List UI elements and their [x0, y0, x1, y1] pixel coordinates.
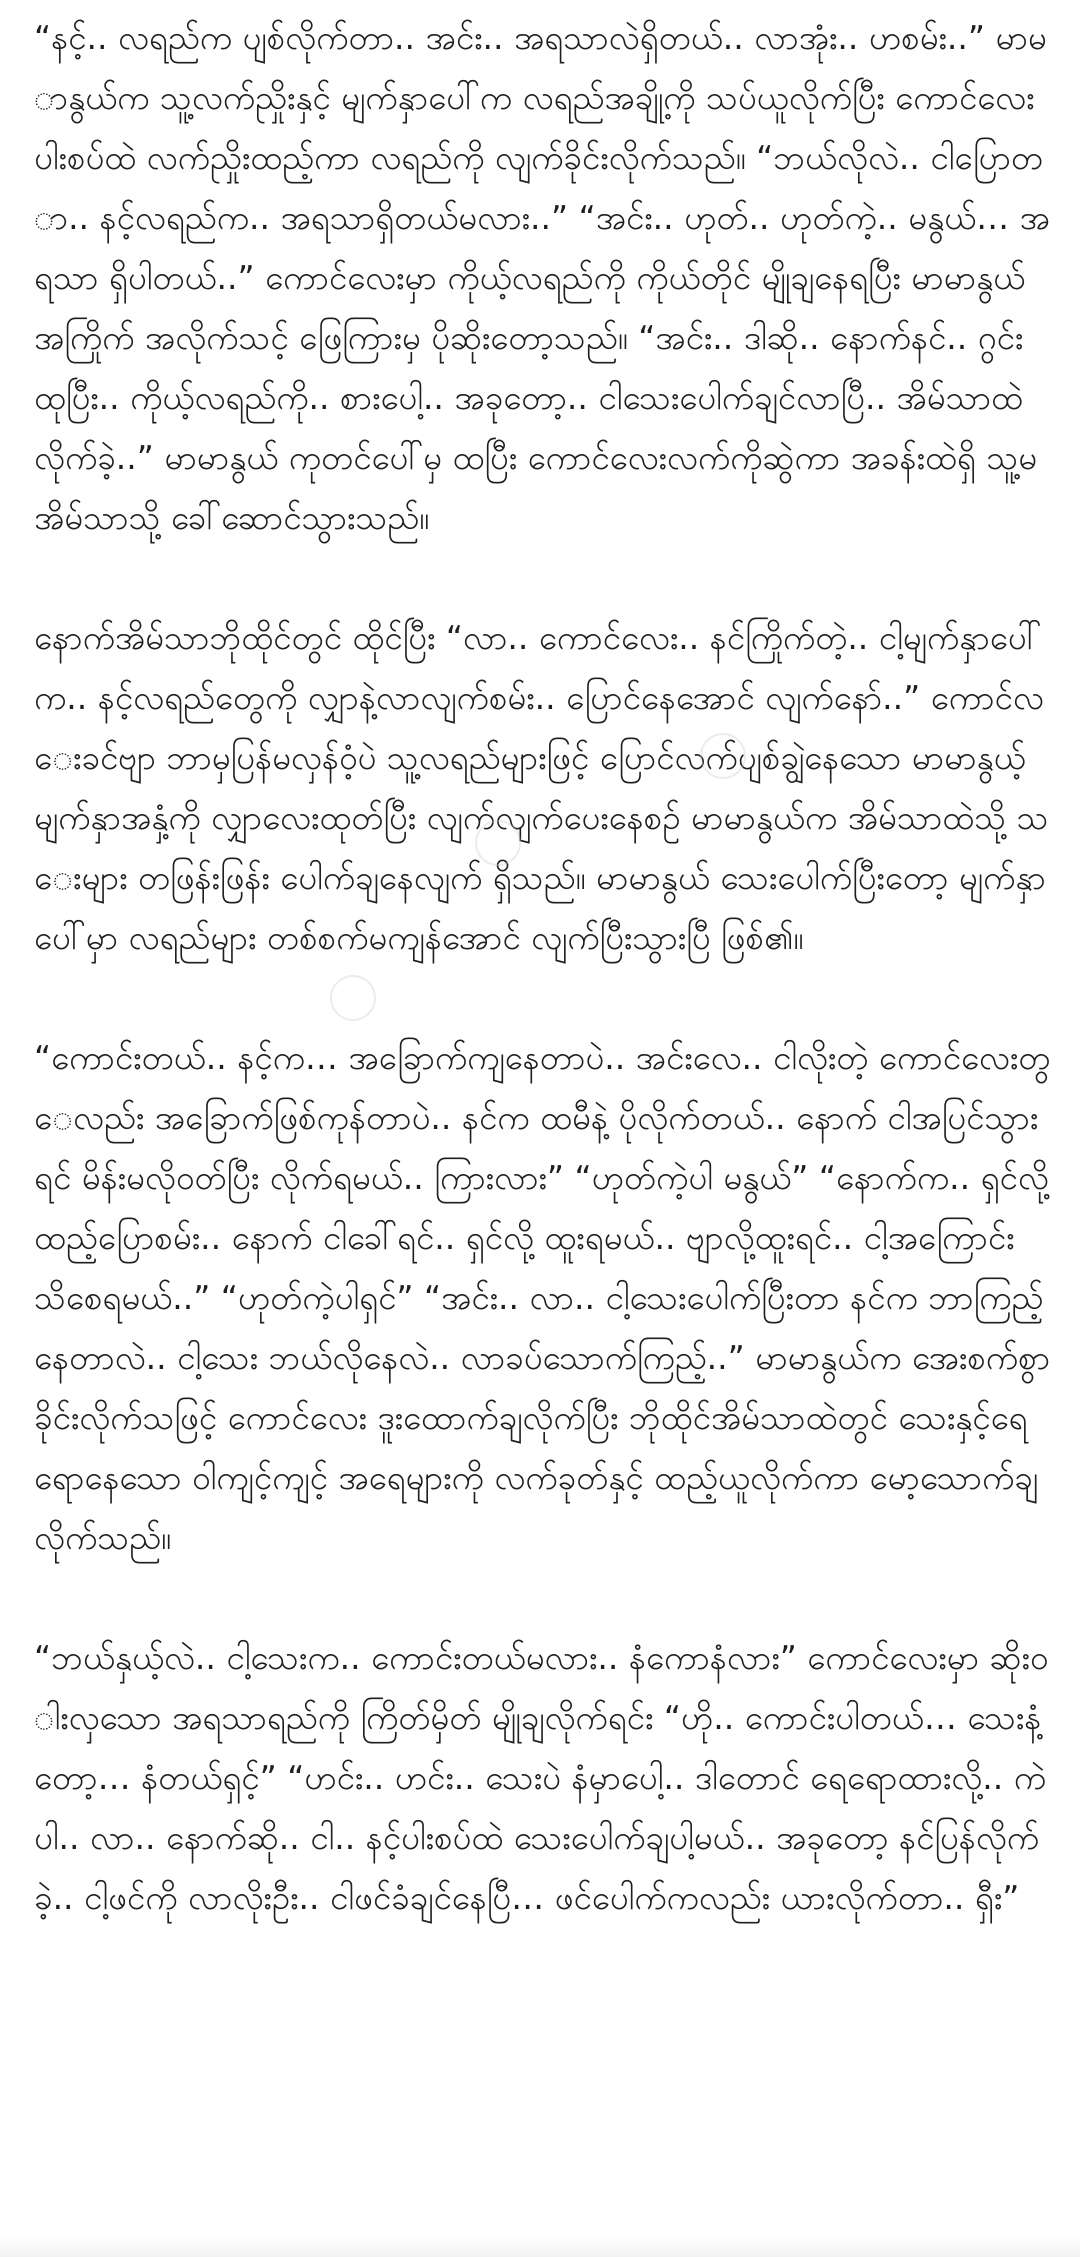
touch-ripple-icon: [330, 975, 376, 1021]
article-body: [34, 0, 1052, 1928]
touch-ripple-icon: [475, 820, 521, 866]
paragraph-1: “နင့်.. လရည်က ပျစ်လိုက်တာ.. အင်း.. အရသာလဲရှိတယ်.. လာအုံး.. ဟစမ်း..” မာမာနွယ်က သူ့လက်ညှိုးနှင့် မျက်နှာပေါ်က လရည်အချို့ကို သပ်ယူလိုက်ပြီး ကောင်လေးပါးစပ်ထဲ လက်ညှိုးထည့်ကာ လရည်ကို လျက်ခိုင်းလိုက်သည်။ “ဘယ်လိုလဲ.. ငါပြောတာ.. နင့်လရည်က.. အရသာရှိတယ်မလား..” “အင်း.. ဟုတ်.. ဟုတ်ကဲ့.. မနွယ်… အရသာ ရှိပါတယ်..” ကောင်လေးမှာ ကိုယ့်လရည်ကို ကိုယ်တိုင် မျိုချနေရပြီး မာမာနွယ်အကြိုက် အလိုက်သင့် ဖြေကြားမှ ပိုဆိုးတော့သည်။ “အင်း.. ဒါဆို.. နောက်နင်.. ဂွင်းထုပြီး.. ကိုယ့်လရည်ကို.. စားပေါ့.. အခုတော့.. ငါသေးပေါက်ချင်လာပြီ.. အိမ်သာထဲလိုက်ခဲ့..” မာမာနွယ် ကုတင်ပေါ်မှ ထပြီး ကောင်လေးလက်ကိုဆွဲကာ အခန်းထဲရှိ သူ့မအိမ်သာသို့ ခေါ်ဆောင်သွားသည်။: [34, 18, 1050, 537]
paragraph-2: နောက်အိမ်သာဘိုထိုင်တွင် ထိုင်ပြီး “လာ.. ကောင်လေး.. နင်ကြိုက်တဲ့.. ငါ့မျက်နှာပေါ်က.. နင့်လရည်တွေကို လျှာနဲ့လာလျက်စမ်း.. ပြောင်နေအောင် လျက်နော်..” ကောင်လေးခင်ဗျာ ဘာမှပြန်မလှန်ဝံ့ပဲ သူ့လရည်များဖြင့် ပြောင်လက်ပျစ်ချွဲနေသော မာမာနွယ့် မျက်နှာအနှံ့ကို လျှာလေးထုတ်ပြီး လျက်လျက်ပေးနေစဉ် မာမာနွယ်က အိမ်သာထဲသို့ သေးများ တဖြန်းဖြန်း ပေါက်ချနေလျက် ရှိသည်။ မာမာနွယ် သေးပေါက်ပြီးတော့ မျက်နှာပေါ်မှာ လရည်များ တစ်စက်မကျန်အောင် လျက်ပြီးသွားပြီ ဖြစ်၏။: [34, 618, 1049, 957]
paragraph-4: “ဘယ်နှယ့်လဲ.. ငါ့သေးက.. ကောင်းတယ်မလား.. နံကောနံလား” ကောင်လေးမှာ ဆိုးဝါးလှသော အရသာရည်ကို ကြိတ်မှိတ် မျိုချလိုက်ရင်း “ဟို.. ကောင်းပါတယ်… သေးနံ့တော့… နံတယ်ရှင့်” “ဟင်း.. ဟင်း.. သေးပဲ နံမှာပေါ့.. ဒါတောင် ရေရောထားလို့.. ကဲပါ.. လာ.. နောက်ဆို.. ငါ.. နင့်ပါးစပ်ထဲ သေးပေါက်ချပါ့မယ်.. အခုတော့ နင်ပြန်လိုက်ခဲ့.. ငါ့ဖင်ကို လာလိုးဦး.. ငါဖင်ခံချင်နေပြီ… ဖင်ပေါက်ကလည်း ယားလိုက်တာ.. ရှီး”: [34, 1638, 1049, 1917]
touch-ripple-icon: [700, 733, 746, 779]
paragraph-3: “ကောင်းတယ်.. နင့်က… အခြောက်ကျနေတာပဲ.. အင်းလေ.. ငါလိုးတဲ့ ကောင်လေးတွေလည်း အခြောက်ဖြစ်ကုန်တာပဲ.. နင်က ထမီနဲ့ ပိုလိုက်တယ်.. နောက် ငါအပြင်သွားရင် မိန်းမလိုဝတ်ပြီး လိုက်ရမယ်.. ကြားလား” “ဟုတ်ကဲ့ပါ မနွယ်” “နောက်က.. ရှင်လို့ထည့်ပြောစမ်း.. နောက် ငါခေါ်ရင်.. ရှင်လို့ ထူးရမယ်.. ဗျာလို့ထူးရင်.. ငါ့အကြောင်း သိစေရမယ်..” “ဟုတ်ကဲ့ပါရှင်” “အင်း.. လာ.. ငါ့သေးပေါက်ပြီးတာ နင်က ဘာကြည့်နေတာလဲ.. ငါ့သေး ဘယ်လိုနေလဲ.. လာခပ်သောက်ကြည့်..” မာမာနွယ်က အေးစက်စွာ ခိုင်းလိုက်သဖြင့် ကောင်လေး ဒူးထောက်ချလိုက်ပြီး ဘိုထိုင်အိမ်သာထဲတွင် သေးနှင့်ရေ ရောနေသော ဝါကျင့်ကျင့် အရေများကို လက်ခုတ်နှင့် ထည့်ယူလိုက်ကာ မော့သောက်ချလိုက်သည်။: [34, 1038, 1051, 1557]
bottom-edge-shadow: [0, 2235, 1080, 2257]
